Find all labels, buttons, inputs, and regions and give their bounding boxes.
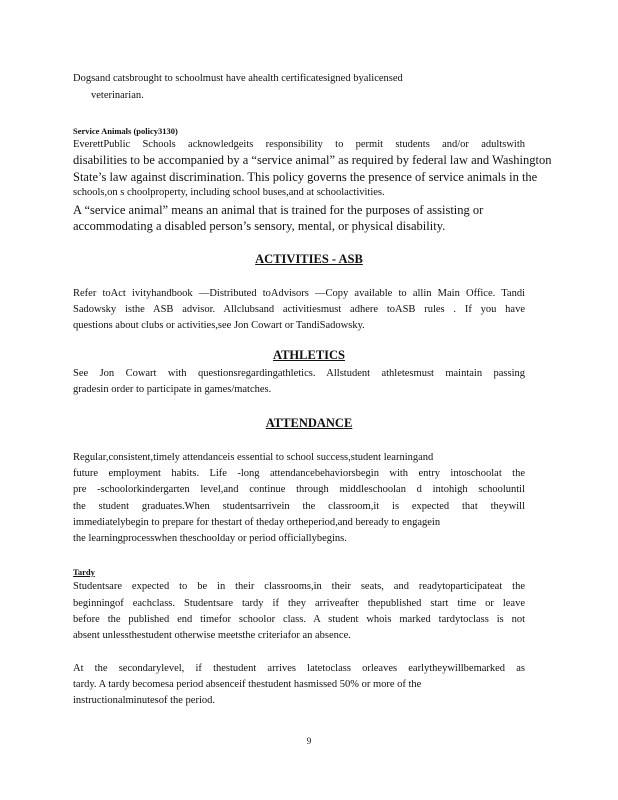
tardy-para2-line-3: instructionalminutesof the period. — [73, 695, 216, 706]
attendance-line-2: future employment habits. Life -long attendancebehaviorsbegin with entry intoschoolat the — [73, 468, 525, 479]
tardy-title: Tardy — [73, 567, 95, 577]
activities-line-1: Refer toAct ivityhandbook —Distributed toAdvisors —Copy available to allin Main Office. Tandi — [73, 288, 525, 299]
page-number: 9 — [306, 736, 312, 746]
tardy-para2-line-2: tardy. A tardy becomesa period absenceif thestudent hasmissed 50% or more of the — [73, 679, 422, 690]
attendance-heading: ATTENDANCE — [265, 416, 353, 430]
service-animals-line-6: accommodating a disabled person’s sensory, mental, or physical disability. — [73, 219, 446, 233]
tardy-para1-line-4: absent unlessthestudent otherwise meetsthe criteriafor an absence. — [73, 630, 351, 641]
tardy-para2-line-1: At the secondarylevel, if thestudent arrives latetoclass orleaves earlytheywillbemarked as — [73, 663, 525, 674]
activities-heading: ACTIVITIES - ASB — [255, 252, 363, 266]
pets-line-1: Dogsand catsbrought to schoolmust have ahealth certificatesigned byalicensed — [73, 73, 403, 84]
pets-line-2: veterinarian. — [91, 90, 144, 101]
activities-line-2: Sadowsky isthe ASB advisor. Allclubsand activitiesmust adhere toASB rules . If you have — [73, 304, 525, 315]
service-animals-line-1: EverettPublic Schools acknowledgeits responsibility to permit students and/or adultswith — [73, 139, 525, 150]
tardy-para1-line-3: before the published end timefor schoolor class. A student whois marked tardytoclass is not — [73, 614, 525, 625]
service-animals-line-3: State’s law against discrimination. This policy governs the presence of service animals in the — [73, 170, 538, 184]
tardy-para1-line-1: Studentsare expected to be in their classrooms,in their seats, and readytoparticipateat the — [73, 581, 525, 592]
attendance-line-5: immediatelybegin to prepare for thestart of theday ortheperiod,and beready to engagein — [73, 517, 441, 528]
service-animals-line-4: schools,on s choolproperty, including school buses,and at schoolactivities. — [73, 187, 385, 198]
attendance-line-4: the student graduates.When studentsarrivein the classroom,it is expected that theywill — [73, 501, 525, 512]
attendance-line-1: Regular,consistent,timely attendanceis essential to school success,student learningand — [73, 452, 434, 463]
service-animals-line-5: A “service animal” means an animal that is trained for the purposes of assisting or — [73, 203, 484, 217]
athletics-line-2: gradesin order to participate in games/matches. — [73, 384, 272, 395]
tardy-para1-line-2: beginningof eachclass. Studentsare tardy if they arriveafter thepublished start time or leave — [73, 598, 525, 609]
athletics-heading: ATHLETICS — [272, 348, 345, 362]
attendance-line-3: pre -schoolorkindergarten level,and continue through middleschoolan d intohigh schooluntil — [73, 484, 525, 495]
attendance-line-6: the learningprocesswhen theschoolday or period officiallybegins. — [73, 533, 347, 544]
service-animals-line-2: disabilities to be accompanied by a “service animal” as required by federal law and Washington — [73, 153, 552, 167]
service-animals-title: Service Animals (policy3130) — [73, 126, 178, 136]
activities-line-3: questions about clubs or activities,see Jon Cowart or TandiSadowsky. — [73, 320, 365, 331]
athletics-line-1: See Jon Cowart with questionsregardingathletics. Allstudent athletesmust maintain passing — [73, 368, 525, 379]
